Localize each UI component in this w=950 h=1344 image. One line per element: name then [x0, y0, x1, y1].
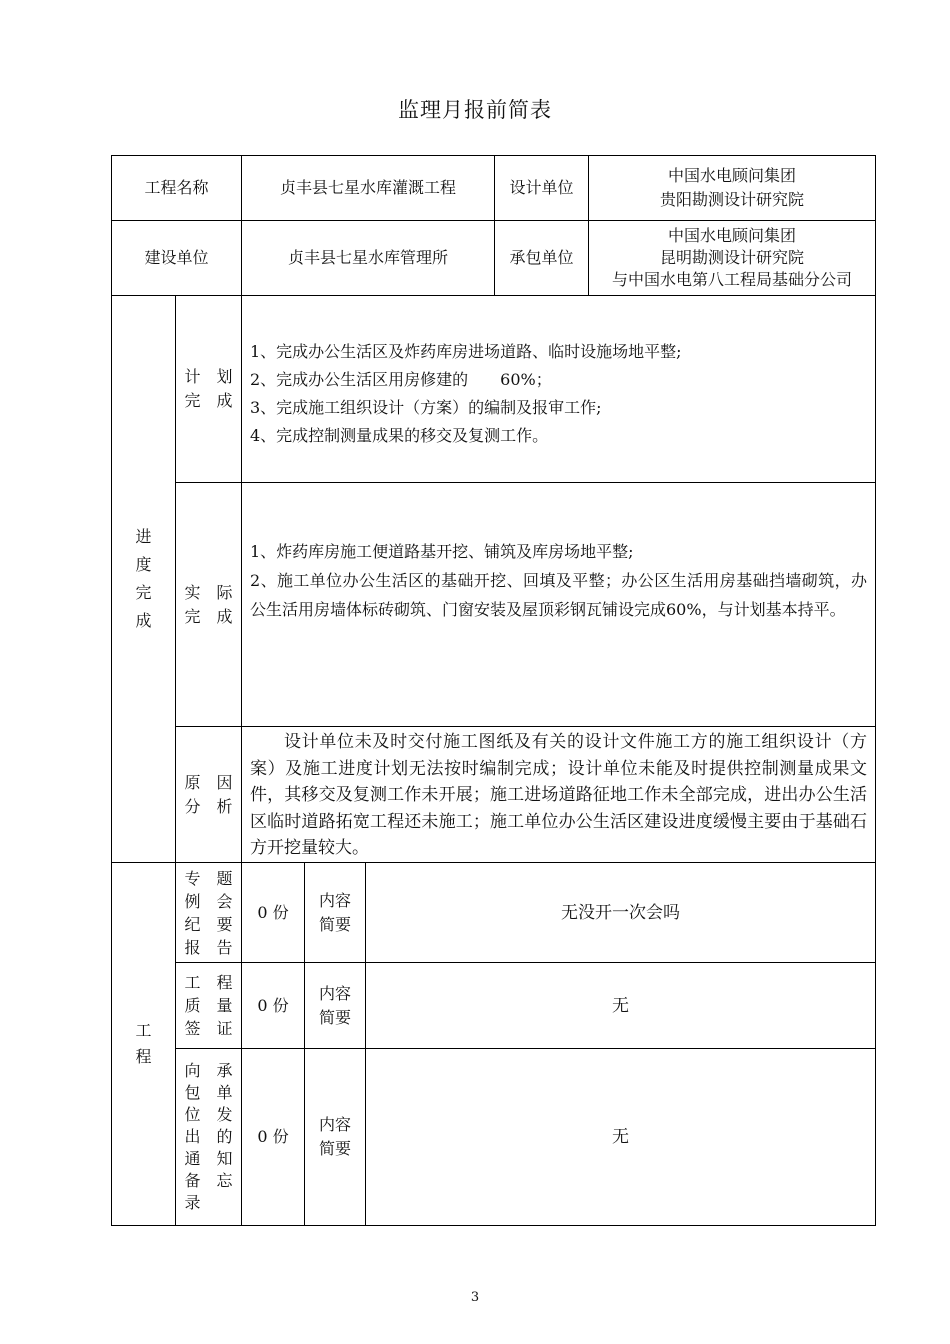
group-char: 度 [135, 555, 152, 574]
construction-unit-text: 贞丰县七星水库管理所 [287, 248, 448, 267]
construction-unit-value [241, 220, 495, 296]
design-unit-label-text: 设计单位 [509, 178, 574, 197]
label-char: 告 [216, 937, 233, 957]
project-name-value [241, 155, 495, 221]
label-char: 要 [216, 914, 233, 934]
group-char: 成 [135, 611, 152, 630]
project-name-label-text: 工程名称 [144, 178, 209, 197]
meeting-minutes-summary-label [304, 862, 366, 963]
label-char: 承 [216, 1061, 233, 1080]
label-char: 向 [184, 1061, 201, 1080]
label-char: 原 [184, 772, 201, 792]
label-char: 签 [184, 1019, 201, 1038]
label-char: 知 [216, 1149, 233, 1168]
contractor-line: 与中国水电第八工程局基础分公司 [611, 270, 852, 289]
quality-cert-label [175, 962, 242, 1049]
label-char: 析 [216, 796, 233, 816]
summary-label-line: 简要 [318, 1139, 351, 1158]
label-char: 际 [216, 582, 233, 602]
label-char: 录 [184, 1193, 201, 1212]
progress-group-label [111, 295, 176, 863]
actual-content [241, 482, 876, 727]
label-char: 完 [184, 606, 201, 626]
group-char: 进 [135, 527, 152, 546]
contractor-value [588, 220, 876, 296]
page-number: 3 [470, 1290, 480, 1305]
summary-label-line: 简要 [318, 1007, 351, 1027]
label-char: 出 [184, 1127, 201, 1146]
label-char: 会 [216, 891, 233, 911]
summary-label-line: 内容 [318, 1115, 351, 1134]
memo-summary [365, 1048, 876, 1226]
label-char: 量 [216, 996, 233, 1015]
construction-unit-label [111, 220, 242, 296]
count-text: 0 份 [257, 1127, 289, 1146]
group-char: 程 [135, 1047, 152, 1066]
actual-label [175, 482, 242, 727]
design-unit-line: 中国水电顾问集团 [667, 166, 796, 185]
meeting-minutes-count [241, 862, 305, 963]
label-char: 单 [216, 1083, 233, 1102]
label-char: 成 [216, 391, 233, 410]
planned-content [241, 295, 876, 483]
label-char: 例 [184, 891, 201, 911]
label-char: 包 [184, 1083, 201, 1102]
summary-label-line: 简要 [318, 914, 351, 934]
label-char: 成 [216, 606, 233, 626]
label-char: 划 [216, 367, 233, 386]
label-char: 报 [184, 937, 201, 957]
project-name-text: 贞丰县七星水库灌溉工程 [279, 178, 456, 197]
contractor-label [494, 220, 589, 296]
quality-cert-summary [365, 962, 876, 1049]
report-table [111, 155, 876, 1226]
design-unit-line: 贵阳勘测设计研究院 [659, 190, 804, 209]
construction-unit-label-text: 建设单位 [144, 248, 209, 267]
count-text: 0 份 [257, 902, 289, 922]
label-char: 纪 [184, 914, 201, 934]
label-char: 忘 [216, 1171, 233, 1190]
label-char: 题 [216, 868, 233, 888]
planned-item: 3、完成施工组织设计（方案）的编制及报审工作; [250, 398, 602, 417]
reason-label [175, 726, 242, 863]
meeting-minutes-label [175, 862, 242, 963]
label-char: 的 [216, 1127, 233, 1146]
quality-cert-summary-label [304, 962, 366, 1049]
reason-text: 设计单位未及时交付施工图纸及有关的设计文件施工方的施工组织设计（方案）及施工进度计划无法按时编制完成；设计单位未能及时提供控制测量成果文件，其移交及复测工作未开展；施工进场道路征地工作未全部完成，进出办公生活区临时道路拓宽工程还未施工；施工单位办公生活区建设进度缓慢主要由于基础石方开挖量较大。 [250, 732, 867, 858]
planned-item: 4、完成控制测量成果的移交及复测工作。 [250, 426, 549, 445]
summary-text: 无 [612, 995, 629, 1016]
contractor-label-text: 承包单位 [509, 248, 574, 267]
group-char: 完 [135, 583, 152, 602]
label-char: 工 [184, 973, 201, 992]
label-char: 分 [184, 796, 201, 816]
label-char: 位 [184, 1105, 201, 1124]
label-char: 证 [216, 1019, 233, 1038]
label-char: 专 [184, 868, 201, 888]
count-text: 0 份 [257, 995, 289, 1015]
contractor-line: 中国水电顾问集团 [667, 226, 796, 245]
label-char: 发 [216, 1105, 233, 1124]
memo-summary-label [304, 1048, 366, 1226]
memo-label [175, 1048, 242, 1226]
label-char: 质 [184, 996, 201, 1015]
project-name-label [111, 155, 242, 221]
label-char: 备 [184, 1171, 201, 1190]
design-unit-value [588, 155, 876, 221]
actual-item: 2、施工单位办公生活区的基础开挖、回填及平整；办公区生活用房基础挡墙砌筑，办公生活用房墙体标砖砌筑、门窗安装及屋顶彩钢瓦铺设完成60%，与计划基本持平。 [250, 571, 867, 619]
label-char: 计 [184, 367, 201, 386]
summary-text: 无没开一次会吗 [561, 902, 680, 923]
engineering-group-label [111, 862, 176, 1226]
summary-label-line: 内容 [318, 983, 351, 1003]
memo-count [241, 1048, 305, 1226]
design-unit-label [494, 155, 589, 221]
group-char: 工 [135, 1021, 152, 1040]
summary-text: 无 [612, 1127, 629, 1147]
reason-content [241, 726, 876, 863]
quality-cert-count [241, 962, 305, 1049]
planned-item: 1、完成办公生活区及炸药库房进场道路、临时设施场地平整; [250, 342, 682, 361]
page-title: 监理月报前简表 [398, 98, 552, 122]
planned-item: 2、完成办公生活区用房修建的 60%； [250, 370, 552, 389]
label-char: 完 [184, 391, 201, 410]
planned-label [175, 295, 242, 483]
label-char: 程 [216, 973, 233, 992]
contractor-line: 昆明勘测设计研究院 [659, 248, 804, 267]
actual-item: 1、炸药库房施工便道路基开挖、铺筑及库房场地平整; [250, 542, 634, 561]
label-char: 实 [184, 582, 201, 602]
label-char: 通 [184, 1149, 201, 1168]
label-char: 因 [216, 772, 233, 792]
meeting-minutes-summary [365, 862, 876, 963]
summary-label-line: 内容 [318, 890, 351, 910]
